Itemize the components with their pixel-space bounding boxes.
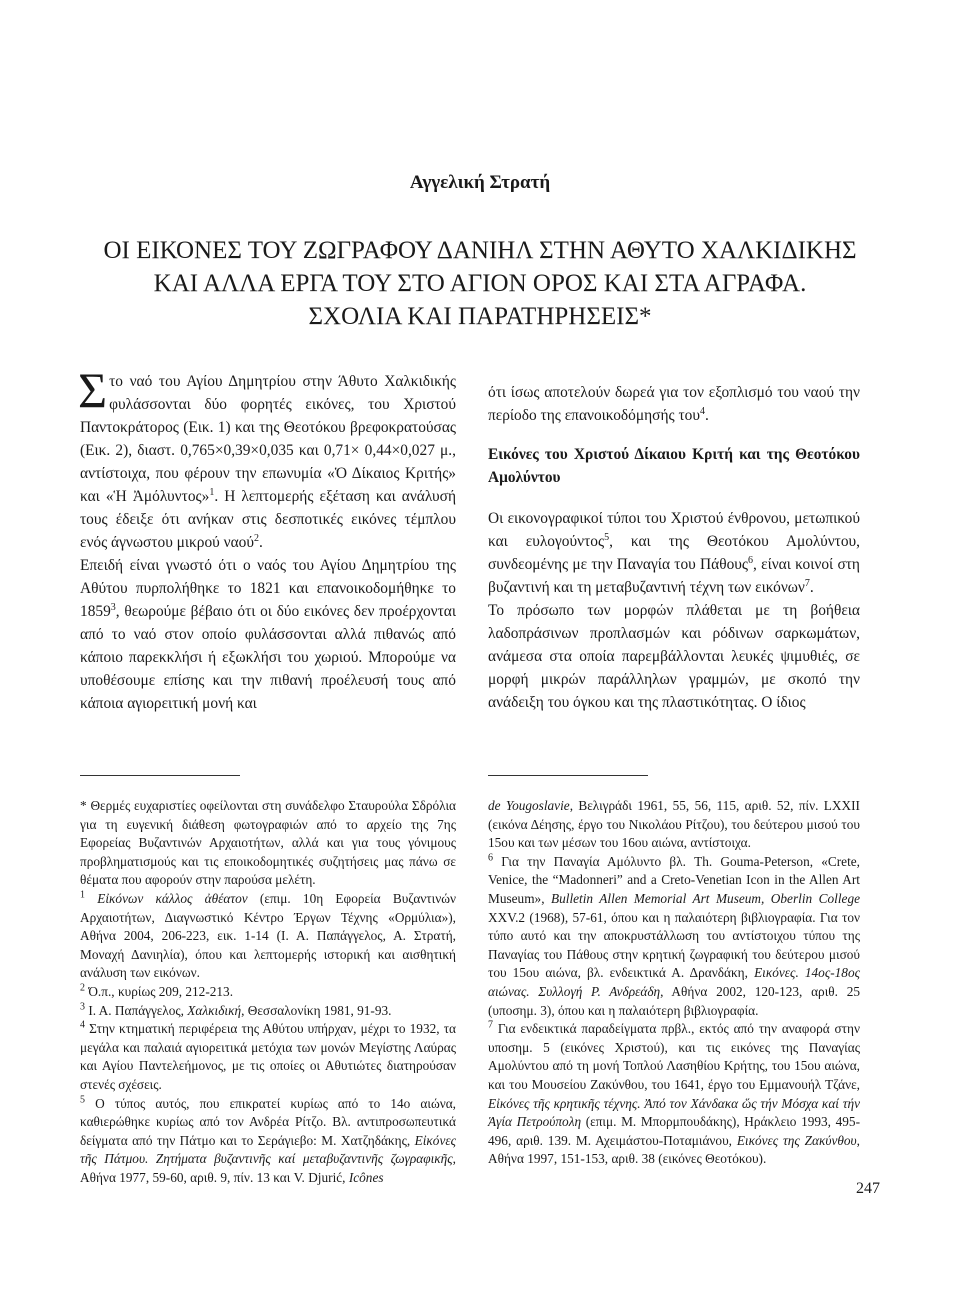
title-line-3: ΣΧΟΛΙΑ ΚΑΙ ΠΑΡΑΤΗΡΗΣΕΙΣ* — [308, 303, 652, 330]
title-line-2: ΚΑΙ ΑΛΛΑ ΕΡΓΑ ΤΟΥ ΣΤΟ ΑΓΙΟΝ ΟΡΟΣ ΚΑΙ ΣΤΑ ΑΓΡΑΦΑ. — [153, 270, 807, 297]
body-paragraph: ότι ίσως αποτελούν δωρεά για τον εξοπλισμό του ναού την περίοδο της επανοικοδόμησής του$^4$. — [488, 384, 860, 424]
footnote-5-continued: de Yougoslavie, Βελιγράδι 1961, 55, 56, 115, αριθ. 52, πίν. LXXII (εικόνα Δέησης, έργο του Νικολάου Ρίτζου), του δεύτερου μισού του 15ου και των μέσων του 16ου αιώνα, αντίστοιχα. — [488, 798, 860, 851]
footnote-ref: 7 — [804, 577, 810, 589]
footnote-5: $^5$ Ο τύπος αυτός, που επικρατεί κυρίως από το 14ο αιώνα, καθιερώθηκε κυρίως από τον Ανδρέα Ρίτζο. Βλ. αντιπροσωπευτικά δείγματα από την Πάτμο και το Σεράγιεβο: Μ. Χατζηδάκης, Εἰκόνες τῆς Πάτμου. Ζητήματα βυζαντινῆς καί μεταβυζαντινῆς ζωγραφικῆς, Αθήνα 1977, 59-60, αριθ. 9, πίν. 13 και V. Djurić, Icônes — [80, 1094, 456, 1185]
body-paragraph: Στο ναό του Αγίου Δημητρίου στην Άθυτο Χαλκιδικής φυλάσσονται δύο φορητές εικόνες, του Χριστού Παντοκράτορος (Εικ. 1) και της Θεοτόκου βρεφοκρατούσας (Εικ. 2), διαστ. 0,765×0,39×0,035 και 0,71× 0,44×0,027 μ., αντίστοιχα, που φέρουν την επωνυμία «Ὁ Δίκαιος Κριτής» και «Ἡ Ἀμόλυντος»$^1$. Η λεπτομερής εξέταση και ανάλυσή τους έδειξε ότι ανήκαν στις δεσποτικές εικόνες τέμπλου ενός άγνωστου μικρού ναού$^2$. — [78, 362, 456, 551]
body-paragraph: Οι εικονογραφικοί τύποι του Χριστού ένθρονου, μετωπικού και ευλογούντος$^5$, και της Θεοτόκου Αμολύντου, συνδεομένης με την Παναγία του Πάθους$^6$, είναι κοινοί στη βυζαντινή και τη μεταβυζαντινή τέχνη των εικόνων$^7$. — [488, 510, 860, 596]
footnote-star: * Θερμές ευχαριστίες οφείλονται στη συνάδελφο Σταυρούλα Σδρόλια για τη ευγενική διάθεση φωτογραφιών από το αρχείο της 7ης Εφορείας Βυζαντινών Αρχαιοτήτων, αλλά και για τους γόνιμους προβληματισμούς και τις εποικοδομητικές συζητήσεις μας πάνω σε θέματα που αφορούν στην παρούσα μελέτη. — [80, 798, 456, 888]
footnote-3: $^3$ Ι. Α. Παπάγγελος, Χαλκιδική, Θεσσαλονίκη 1981, 91-93. — [80, 1001, 392, 1018]
footnote-ref: 6 — [748, 554, 753, 566]
footnote-divider-left — [80, 775, 240, 776]
body-column-right — [488, 381, 860, 714]
footnote-ref: 2 — [254, 532, 259, 544]
footnote-7: $^7$ Για ενδεικτικά παραδείγματα πρβλ., εκτός από την αναφορά στην υποσημ. 5 (εικόνες Χριστού), και τις εικόνες της Παναγίας Αμολύντου από τη μονή Τοπλού Λασηθίου Κρήτης, του 15ου αιώνα, και του Μουσείου Ζακύνθου, του 1641, έργο του Εμμανουήλ Τζάνε, Εἰκόνες τῆς κρητικῆς τέχνης. Ἀπό τον Χάνδακα ὥς τήν Μόσχα καί τήν Ἁγία Πετρούπολη (επιμ. Μ. Μπορμπουδάκης), Ηράκλειο 1993, 495-496, αριθ. 139. Μ. Αχειμάστου-Ποταμιάνου, Εικόνες της Ζακύνθου, Αθήνα 1997, 151-153, αριθ. 38 (εικόνες Θεοτόκου). — [488, 1019, 860, 1167]
body-paragraph: Επειδή είναι γνωστό ότι ο ναός του Αγίου Δημητρίου της Αθύτου πυρπολήθηκε το 1821 και επανοικοδομήθηκε το 1859$^3$, θεωρούμε βέβαιο ότι οι δύο εικόνες δεν προέρχονται από το ναό στον οποίο φυλάσσονται αλλά πιθανώς από κάποιο παρεκκλήσι ή εξωκλήσι του χωριού. Μπορούμε να υποθέσουμε επίσης και την πιθανή προέλευσή τους από κάποια αγιορειτική μονή και — [80, 557, 456, 712]
footnote-ref: 4 — [699, 405, 705, 417]
page-number: 247 — [856, 1180, 880, 1197]
footnote-ref: 3 — [110, 601, 116, 613]
footnote-ref: 5 — [604, 531, 610, 543]
footnote-4: $^4$ Στην κτηματική περιφέρεια της Αθύτου υπήρχαν, μέχρι το 1932, τα μεγάλα και παλαιά αγιορειτικά μετόχια των μονών Μεγίστης Λαύρας και Αγίου Παντελεήμονος, με τις οποίες οι Αθυτιώτες διατηρούσαν στενές σχέσεις. — [80, 1019, 456, 1092]
footnote-divider-right — [488, 775, 648, 776]
article-title — [60, 234, 900, 333]
footnote-1: $^1$ Εἰκόνων κάλλος ἀθέατον (επιμ. 10η Εφορεία Βυζαντινών Αρχαιοτήτων, Διαγνωστικό Κέντρο Έργων Τέχνης «Ορμύλια»), Αθήνα 2004, 206-223, εικ. 1-14 (Ι. Α. Παπάγγελος, Α. Στρατή, Μοναχή Δανιηλία), όπου και λεπτομερής ιστορική και αισθητική ανάλυση των εικόνων. — [80, 889, 456, 981]
footnote-6: $^6$ Για την Παναγία Αμόλυντο βλ. Th. Gouma-Peterson, «Crete, Venice, the “Madonneri” and a Creto-Venetian Icon in the Allen Art Museum», Bulletin Allen Memorial Art Museum, Oberlin College XXV.2 (1968), 57-61, όπου και η παλαιότερη βιβλιογραφία. Για τον τύπο αυτό και την αποκρυστάλλωση του αντίστοιχου τύπου της Παναγίας του Πάθους στην κρητική ζωγραφική του δεύτερου μισού του 15ου αιώνα, βλ. ενδεικτικά Α. Δρανδάκη, Εικόνες. 14ος-18ος αιώνας. Συλλογή Ρ. Ανδρεάδη, Αθήνα 2002, 120-123, αριθ. 25 (υποσημ. 3), όπου και η παλαιότερη βιβλιογραφία. — [488, 852, 861, 1018]
footnote-2: $^2$ Ό.π., κυρίως 209, 212-213. — [80, 982, 234, 999]
section-heading: Εικόνες του Χριστού Δίκαιου Κριτή και της Θεοτόκου Αμολύντου — [488, 446, 860, 486]
title-line-1: ΟΙ ΕΙΚΟΝΕΣ ΤΟΥ ΖΩΓΡΑΦΟΥ ΔΑΝΙΗΛ ΣΤΗΝ ΑΘΥΤΟ ΧΑΛΚΙΔΙΚΗΣ — [103, 237, 857, 264]
footnotes-left — [80, 797, 456, 1187]
body-paragraph: Το πρόσωπο των μορφών πλάθεται με τη βοήθεια λαδοπράσινων προπλασμών και ρόδινων σαρκωμάτων, ανάμεσα στα οποία παρεμβάλλονται λευκές ψιμυθιές, σε μορφή μικρών παράλληλων γραμμών, με σκοπό την ανάδειξη του όγκου και της πλαστικότητας. Ο ίδιος — [488, 602, 860, 711]
body-column-left — [78, 362, 456, 715]
footnotes-right — [488, 797, 860, 1169]
drop-cap: Σ — [78, 362, 108, 418]
author-name: Αγγελική Στρατή — [409, 172, 551, 193]
footnote-ref: 1 — [209, 486, 215, 498]
